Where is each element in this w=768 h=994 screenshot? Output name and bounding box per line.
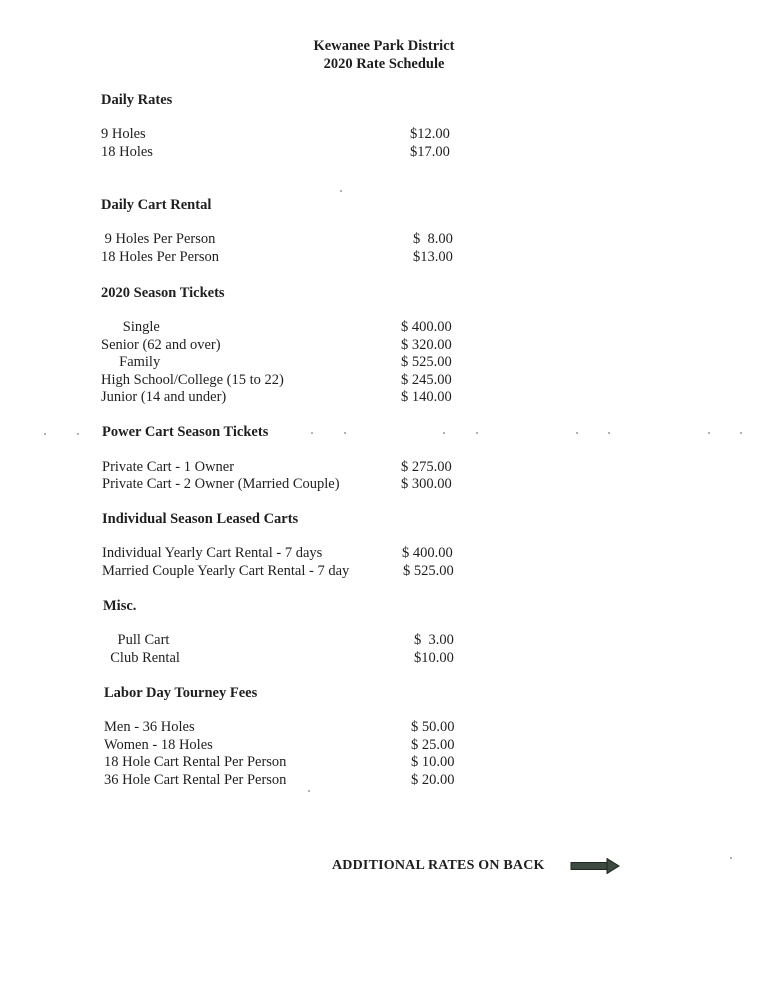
rate-label: Pull Cart [103, 632, 170, 648]
rate-price: $13.00 [413, 249, 453, 265]
rate-label: Women - 18 Holes [104, 737, 213, 753]
rate-price: $ 140.00 [401, 389, 452, 405]
scan-speck [708, 432, 710, 434]
section-heading-leased-carts: Individual Season Leased Carts [102, 511, 299, 527]
rate-label: 18 Hole Cart Rental Per Person [104, 754, 287, 770]
section-heading-power-cart: Power Cart Season Tickets [102, 424, 269, 440]
rate-price: $ 8.00 [413, 231, 453, 247]
rate-price: $ 20.00 [411, 772, 455, 788]
rate-label: Single [101, 319, 160, 335]
rate-label: High School/College (15 to 22) [101, 372, 284, 388]
rate-price: $ 400.00 [402, 545, 453, 561]
scan-speck [608, 432, 610, 434]
rate-price: $ 10.00 [411, 754, 455, 770]
rate-price: $ 300.00 [401, 476, 452, 492]
section-heading-labor-day: Labor Day Tourney Fees [104, 685, 258, 701]
right-arrow-icon [570, 858, 620, 874]
rate-label: Family [101, 354, 161, 370]
rate-label: Individual Yearly Cart Rental - 7 days [102, 545, 323, 561]
rate-price: $ 3.00 [414, 632, 454, 648]
rate-label: Married Couple Yearly Cart Rental - 7 day [102, 563, 350, 579]
rate-label: Private Cart - 2 Owner (Married Couple) [102, 476, 340, 492]
rate-label: 36 Hole Cart Rental Per Person [104, 772, 287, 788]
rate-price: $ 320.00 [401, 337, 452, 353]
rate-label: 18 Holes [101, 144, 153, 160]
scan-speck [77, 433, 79, 435]
rate-price: $12.00 [410, 126, 450, 142]
scan-speck [340, 190, 342, 192]
section-heading-season-tickets: 2020 Season Tickets [101, 285, 225, 301]
rate-price: $ 50.00 [411, 719, 455, 735]
rate-label: 9 Holes [101, 126, 146, 142]
section-heading-misc: Misc. [103, 598, 137, 614]
scan-speck [344, 432, 346, 434]
rate-label: Private Cart - 1 Owner [102, 459, 235, 475]
scan-speck [311, 432, 313, 434]
scan-speck [476, 432, 478, 434]
rate-price: $10.00 [414, 650, 454, 666]
rate-price: $17.00 [410, 144, 450, 160]
rate-label: 9 Holes Per Person [101, 231, 216, 247]
rate-price: $ 275.00 [401, 459, 452, 475]
additional-rates-note: ADDITIONAL RATES ON BACK [332, 858, 545, 873]
rate-label: Club Rental [103, 650, 180, 666]
document-title: Kewanee Park District [313, 38, 455, 54]
scan-speck [576, 432, 578, 434]
rate-price: $ 525.00 [401, 354, 452, 370]
rate-price: $ 525.00 [403, 563, 454, 579]
scan-speck [730, 857, 732, 859]
rate-price: $ 400.00 [401, 319, 452, 335]
rate-label: Senior (62 and over) [101, 337, 221, 353]
rate-price: $ 245.00 [401, 372, 452, 388]
scan-speck [740, 432, 742, 434]
scan-speck [44, 433, 46, 435]
document-subtitle: 2020 Rate Schedule [323, 56, 445, 72]
scan-speck [443, 432, 445, 434]
rate-label: 18 Holes Per Person [101, 249, 220, 265]
scan-speck [308, 790, 310, 792]
section-heading-daily-rates: Daily Rates [101, 92, 173, 108]
rate-label: Junior (14 and under) [101, 389, 227, 405]
section-heading-daily-cart-rental: Daily Cart Rental [101, 197, 212, 213]
rate-price: $ 25.00 [411, 737, 455, 753]
rate-label: Men - 36 Holes [104, 719, 195, 735]
